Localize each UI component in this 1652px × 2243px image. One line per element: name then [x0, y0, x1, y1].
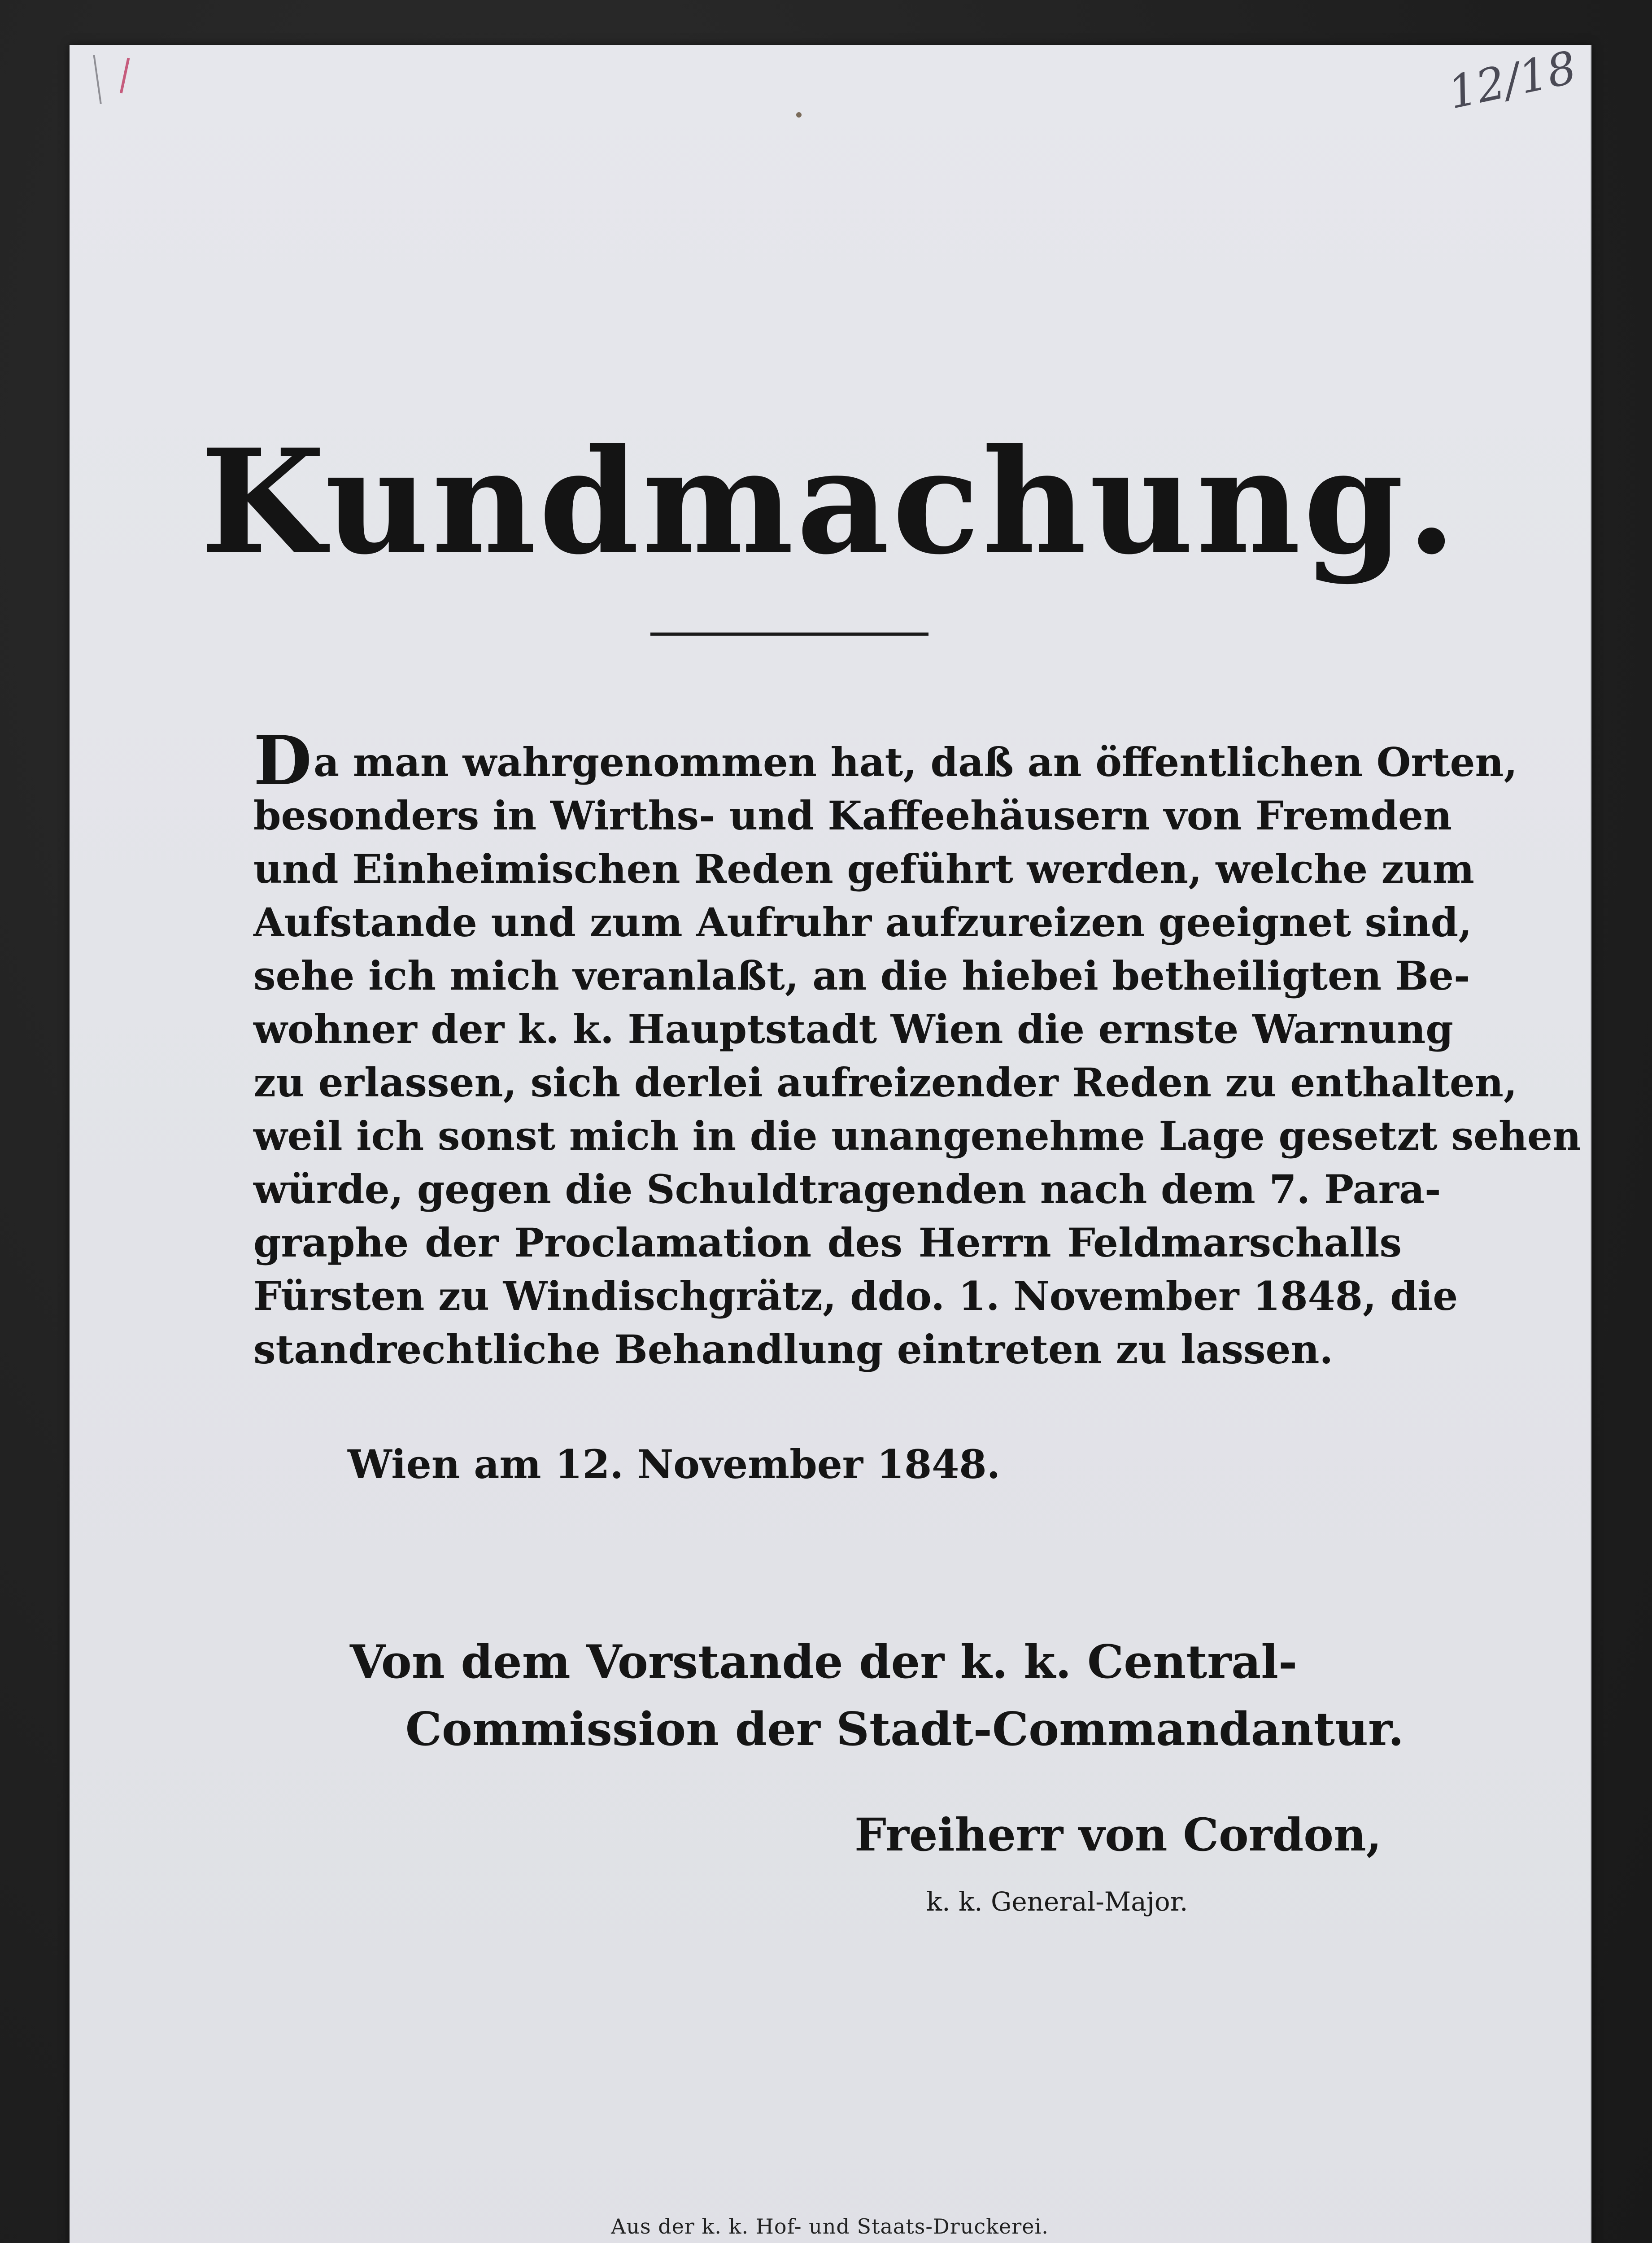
proclamation-body: [253, 721, 1581, 1376]
body-line-2: besonders in Wirths- und Kaffeehäusern von Fremden: [253, 792, 1452, 839]
poster-sheet: [70, 41, 1591, 2243]
ink-spot: [796, 112, 802, 118]
body-line-1: [253, 721, 1518, 800]
poster-title: Kundmachung.: [200, 418, 1460, 586]
folio-number: 12/18: [1443, 41, 1581, 119]
authority-line-1: Von dem Vorstande der k. k. Central-: [350, 1635, 1298, 1689]
body-line-11: Fürsten zu Windischgrätz, ddo. 1. November 1848, die: [253, 1273, 1458, 1319]
date-line: Wien am 12. November 1848.: [348, 1441, 1001, 1488]
body-line-4: Aufstande und zum Aufruhr aufzureizen geeignet sind,: [253, 899, 1472, 946]
signatory-rank: k. k. General-Major.: [926, 1886, 1188, 1917]
body-line-9: würde, gegen die Schuldtragenden nach dem 7. Para-: [253, 1166, 1441, 1213]
red-pencil-mark: [120, 58, 136, 95]
pencil-mark: [93, 53, 115, 104]
body-line-1-text: a man wahrgenommen hat, daß an öffentlichen Orten,: [314, 739, 1518, 785]
printer-imprint: Aus der k. k. Hof- und Staats-Druckerei.: [611, 2214, 1049, 2239]
body-line-6: wohner der k. k. Hauptstadt Wien die ernste Warnung: [253, 1006, 1453, 1052]
issuing-authority: [350, 1628, 1404, 1763]
signatory-name: Freiherr von Cordon,: [854, 1808, 1382, 1861]
body-line-3: und Einheimischen Reden geführt werden, welche zum: [253, 846, 1474, 892]
body-line-8: weil ich sonst mich in die unangenehme Lage gesetzt sehen: [253, 1113, 1581, 1159]
authority-line-2: Commission der Stadt-Commandantur.: [405, 1702, 1404, 1756]
title-divider: [650, 633, 928, 636]
body-line-12: standrechtliche Behandlung eintreten zu lassen.: [253, 1326, 1334, 1373]
body-line-10: graphe der Proclamation des Herrn Feldmarschalls: [253, 1219, 1402, 1266]
body-line-5: sehe ich mich veranlaßt, an die hiebei betheiligten Be-: [253, 952, 1470, 999]
body-line-7: zu erlassen, sich derlei aufreizender Reden zu enthalten,: [253, 1059, 1517, 1106]
drop-cap: D: [253, 721, 312, 800]
